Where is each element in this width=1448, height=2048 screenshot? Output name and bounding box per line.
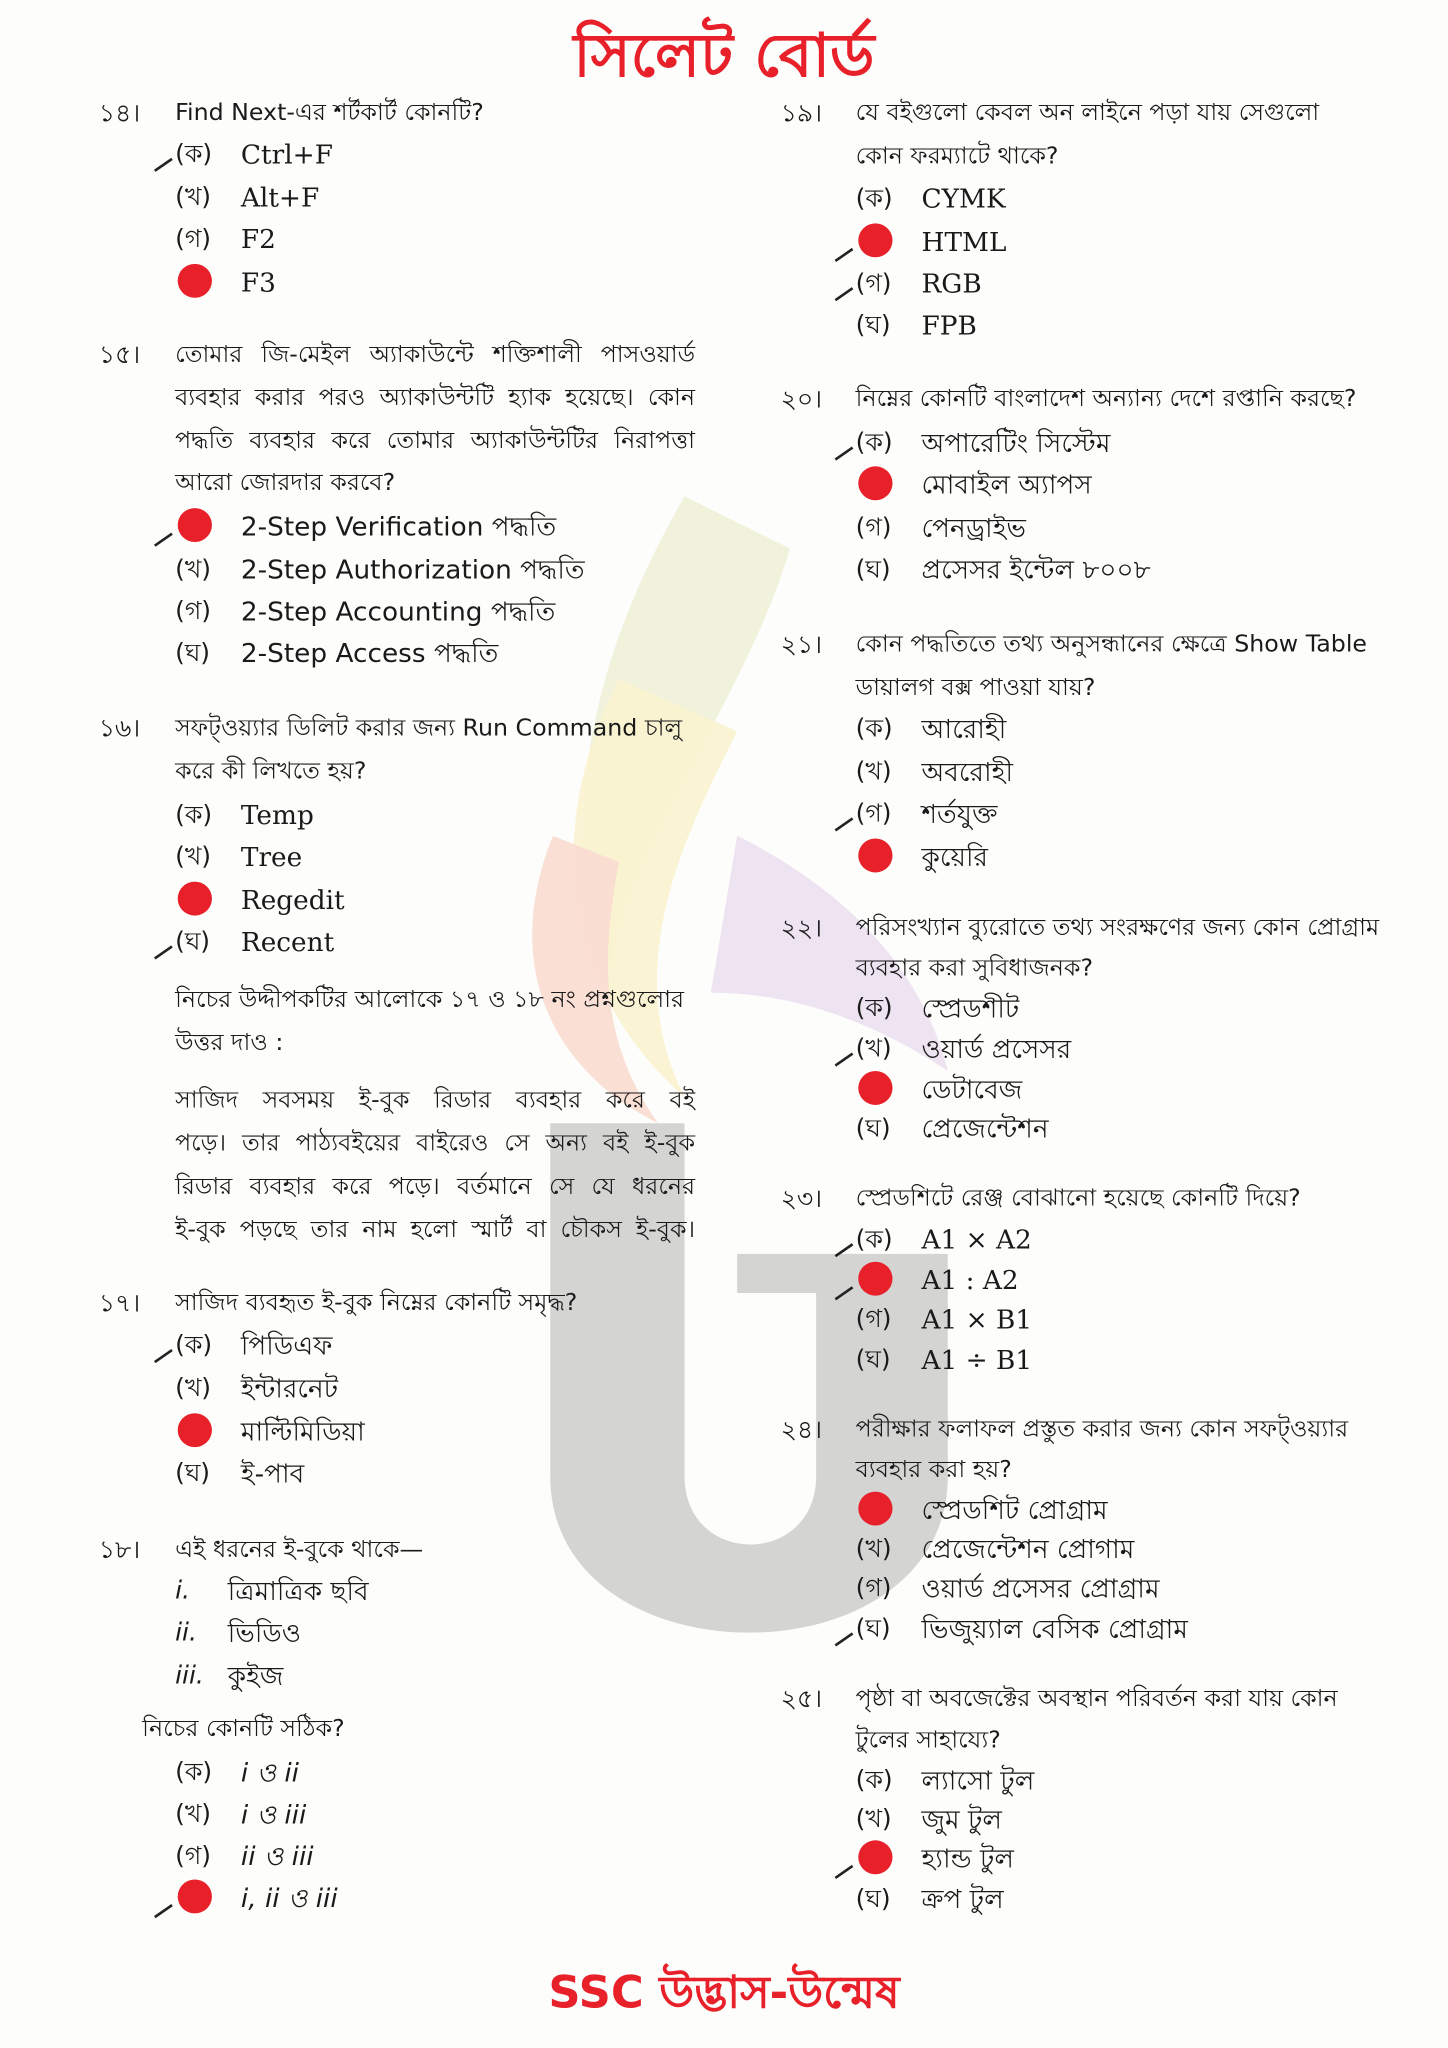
option-label[interactable]: (ক) [855, 1765, 893, 1795]
option-label[interactable]: (খ) [175, 842, 212, 872]
question-text: ব্যবহার করার পরও অ্যাকাউন্টটি হ্যাক হয়েছে। কোন [175, 383, 696, 412]
cross-mark-icon [835, 1052, 854, 1066]
option-label[interactable]: (খ) [855, 757, 892, 787]
option-label[interactable]: (ঘ) [855, 1114, 891, 1143]
option-label[interactable]: (ক) [855, 184, 893, 213]
option-text[interactable]: স্প্রেডশিট প্রোগ্রাম [921, 1494, 1108, 1526]
question-text: সাজিদ সবসময় ই-বুক রিডার ব্যবহার করে বই [175, 1086, 696, 1115]
question-number: ২২। [780, 914, 823, 944]
option-text[interactable]: i, ii ও iii [240, 1882, 338, 1914]
option-text[interactable]: পিডিএফ [240, 1329, 333, 1361]
option-label[interactable]: (গ) [175, 596, 211, 626]
option-label[interactable]: (খ) [175, 555, 212, 584]
cross-mark-icon [835, 446, 854, 460]
option-text[interactable]: হ্যান্ড টুল [921, 1842, 1014, 1875]
question-text: টুলের সাহায্যে? [855, 1726, 1001, 1755]
option-label[interactable]: (গ) [175, 224, 211, 254]
option-text[interactable]: ল্যাসো টুল [921, 1764, 1035, 1796]
option-text[interactable]: ক্রপ টুল [921, 1883, 1004, 1915]
option-label[interactable]: (ঘ) [855, 555, 891, 584]
option-text[interactable]: A1 ÷ B1 [921, 1343, 1033, 1376]
option-text[interactable]: ডেটাবেজ [921, 1073, 1023, 1105]
option-text[interactable]: মোবাইল অ্যাপস [921, 468, 1092, 501]
correct-answer-dot-icon[interactable] [858, 466, 892, 500]
option-text[interactable]: প্রেজেন্টেশন প্রোগাম [921, 1533, 1135, 1565]
option-text[interactable]: স্প্রেডশীট [921, 992, 1020, 1024]
option-text[interactable]: 2-Step Verification পদ্ধতি [240, 510, 557, 543]
option-text[interactable]: পেনড্রাইভ [921, 511, 1027, 544]
option-text[interactable]: 2-Step Access পদ্ধতি [240, 637, 499, 669]
option-text[interactable]: Temp [240, 799, 314, 831]
option-label[interactable]: (গ) [855, 1304, 892, 1334]
question-number: ১৫। [98, 340, 141, 370]
option-text[interactable]: ই-পাব [240, 1457, 305, 1489]
footer-brand: SSC উদ্ভাস-উন্মেষ [548, 1966, 900, 2020]
option-label[interactable]: (ক) [175, 800, 213, 830]
statement-text: ভিডিও [227, 1616, 302, 1649]
option-text[interactable]: Ctrl+F [240, 138, 333, 170]
correct-answer-dot-icon[interactable] [178, 508, 212, 542]
option-label[interactable]: (ক) [855, 1225, 893, 1254]
cross-mark-icon [154, 1904, 173, 1918]
question-text: উত্তর দাও : [175, 1029, 284, 1057]
option-text[interactable]: ইন্টারনেট [240, 1372, 339, 1405]
correct-answer-dot-icon[interactable] [178, 1879, 212, 1913]
question-text: যে বইগুলো কেবল অন লাইনে পড়া যায় সেগুলো [855, 99, 1320, 127]
option-text[interactable]: প্রেজেন্টেশন [921, 1112, 1049, 1145]
question-text: ই-বুক পড়ছে তার নাম হলো স্মার্ট বা চৌকস ই-বুক। [175, 1215, 696, 1244]
option-text[interactable]: A1 × A2 [921, 1223, 1032, 1256]
question-text: পৃষ্ঠা বা অবজেক্টের অবস্থান পরিবর্তন করা যায় কোন [855, 1684, 1338, 1713]
correct-answer-dot-icon[interactable] [858, 1071, 892, 1105]
question-text: রিডার ব্যবহার করে পড়ে। বর্তমানে সে যে ধরনের [175, 1172, 696, 1201]
question-number: ২৪। [780, 1415, 823, 1445]
question-text: এই ধরনের ই-বুকে থাকে— [175, 1535, 424, 1564]
option-text[interactable]: শর্তযুক্ত [921, 798, 998, 830]
option-label[interactable]: (ঘ) [855, 1614, 891, 1644]
cross-mark-icon [835, 1243, 854, 1257]
option-text[interactable]: ii ও iii [240, 1840, 314, 1872]
statement-numeral: ii. [175, 1618, 197, 1647]
option-text[interactable]: Alt+F [240, 181, 320, 213]
question-text: পড়ে। তার পাঠ্যবইয়ের বাইরেও সে অন্য বই ই-বুক [175, 1129, 696, 1158]
option-label[interactable]: (গ) [855, 269, 892, 298]
option-text[interactable]: জুম টুল [921, 1803, 1002, 1836]
question-text: Find Next-এর শর্টকার্ট কোনটি? [175, 99, 484, 127]
question-number: ২০। [780, 385, 823, 415]
statement-numeral: iii. [175, 1661, 204, 1691]
option-label[interactable]: (গ) [855, 1573, 892, 1603]
question-text: পদ্ধতি ব্যবহার করে তোমার অ্যাকাউন্টটির নিরাপত্তা [175, 427, 696, 455]
question-text: সাজিদ ব্যবহৃত ই-বুক নিম্নের কোনটি সমৃদ্ধ? [175, 1289, 578, 1317]
option-label[interactable]: (ঘ) [855, 310, 891, 340]
cross-mark-icon [154, 158, 173, 172]
correct-answer-dot-icon[interactable] [858, 1840, 892, 1874]
option-text[interactable]: ওয়ার্ড প্রসেসর প্রোগ্রাম [921, 1572, 1160, 1604]
statement-text: কুইজ [227, 1660, 284, 1692]
option-label[interactable]: (খ) [855, 1534, 892, 1564]
option-text[interactable]: অপারেটিং সিস্টেম [921, 427, 1111, 459]
correct-answer-dot-icon[interactable] [858, 1492, 892, 1526]
question-text: পরীক্ষার ফলাফল প্রস্তুত করার জন্য কোন সফট্ওয়্যার [855, 1415, 1349, 1444]
question-text: তোমার জি-মেইল অ্যাকাউন্টে শক্তিশালী পাসওয়ার্ড [175, 340, 696, 369]
statement-text: ত্রিমাত্রিক ছবি [227, 1575, 369, 1607]
option-label[interactable]: (খ) [855, 1805, 892, 1834]
question-text: স্প্রেডশিটে রেঞ্জ বোঝানো হয়েছে কোনটি দিয়ে? [855, 1184, 1301, 1213]
cross-mark-icon [154, 945, 173, 959]
question-text: করে কী লিখতে হয়? [175, 757, 367, 785]
question-text: আরো জোরদার করবে? [175, 468, 396, 497]
option-label[interactable]: (ক) [175, 1758, 213, 1787]
option-text[interactable]: Recent [240, 926, 335, 958]
option-text[interactable]: RGB [921, 267, 982, 300]
option-label[interactable]: (ঘ) [175, 1458, 211, 1488]
option-label[interactable]: (গ) [855, 513, 892, 543]
option-text[interactable]: প্রসেসর ইন্টেল ৮০০৮ [921, 553, 1151, 586]
option-label[interactable]: (ঘ) [855, 1884, 891, 1914]
question-text: নিচের উদ্দীপকটির আলোকে ১৭ ও ১৮ নং প্রশ্নগুলোর [175, 986, 685, 1014]
answer-prompt: নিচের কোনটি সঠিক? [142, 1714, 345, 1743]
option-text[interactable]: F2 [240, 223, 276, 255]
option-label[interactable]: (খ) [855, 1034, 892, 1064]
question-text: ব্যবহার করা হয়? [855, 1456, 1012, 1484]
statement-numeral: i. [175, 1576, 190, 1606]
option-text[interactable]: F3 [240, 266, 276, 298]
option-label[interactable]: (ক) [855, 993, 893, 1023]
question-text: কোন ফরম্যাটে থাকে? [855, 142, 1059, 170]
question-number: ১৪। [98, 99, 141, 128]
question-text: সফট্ওয়্যার ডিলিট করার জন্য Run Command চালু [175, 714, 683, 742]
cross-mark-icon [835, 1286, 854, 1300]
option-text[interactable]: 2-Step Accounting পদ্ধতি [240, 595, 556, 627]
question-text: ব্যবহার করা সুবিধাজনক? [855, 954, 1094, 983]
option-label[interactable]: (ক) [175, 1330, 213, 1360]
option-label[interactable]: (খ) [175, 1374, 212, 1403]
option-text[interactable]: CYMK [921, 182, 1006, 215]
option-text[interactable]: i ও ii [240, 1756, 299, 1789]
question-number: ১৭। [98, 1289, 141, 1318]
option-text[interactable]: মাল্টিমিডিয়া [240, 1415, 365, 1448]
question-number: ১৬। [98, 714, 141, 744]
cross-mark-icon [835, 248, 854, 262]
cross-mark-icon [154, 533, 173, 547]
correct-answer-dot-icon[interactable] [858, 1262, 892, 1296]
option-text[interactable]: Tree [240, 841, 303, 873]
option-text[interactable]: কুয়েরি [921, 841, 989, 873]
cross-mark-icon [835, 287, 854, 301]
option-label[interactable]: (ঘ) [175, 927, 211, 957]
option-text[interactable]: অবরোহী [921, 756, 1014, 788]
correct-answer-dot-icon[interactable] [858, 839, 892, 873]
cross-mark-icon [835, 1865, 854, 1879]
option-text[interactable]: FPB [921, 309, 977, 341]
cross-mark-icon [835, 817, 854, 831]
correct-answer-dot-icon[interactable] [178, 1413, 212, 1447]
question-number: ২১। [780, 630, 823, 660]
option-text[interactable]: i ও iii [240, 1798, 307, 1830]
option-text[interactable]: HTML [921, 225, 1007, 258]
option-label[interactable]: (গ) [175, 1841, 211, 1871]
cross-mark-icon [835, 1632, 854, 1646]
question-text: নিম্নের কোনটি বাংলাদেশ অন্যান্য দেশে রপ্তানি করছে? [855, 385, 1357, 413]
option-label[interactable]: (ঘ) [175, 638, 211, 668]
option-label[interactable]: (গ) [855, 799, 892, 829]
question-text: পরিসংখ্যান ব্যুরোতে তথ্য সংরক্ষণের জন্য কোন প্রোগ্রাম [855, 914, 1380, 942]
question-number: ১৮। [98, 1535, 141, 1565]
option-label[interactable]: (খ) [175, 182, 212, 212]
option-label[interactable]: (ক) [855, 714, 893, 744]
option-text[interactable]: ওয়ার্ড প্রসেসর [921, 1033, 1072, 1065]
option-text[interactable]: আরোহী [921, 713, 1007, 745]
option-label[interactable]: (ঘ) [855, 1345, 891, 1375]
option-label[interactable]: (ক) [855, 428, 893, 458]
option-text[interactable]: 2-Step Authorization পদ্ধতি [240, 553, 585, 586]
page-title: সিলেট বোর্ড [573, 19, 875, 91]
option-label[interactable]: (ক) [175, 139, 213, 169]
question-number: ২৩। [780, 1184, 823, 1214]
option-text[interactable]: Regedit [240, 884, 345, 916]
correct-answer-dot-icon[interactable] [178, 882, 212, 916]
cross-mark-icon [154, 1349, 173, 1363]
question-number: ২৫। [780, 1684, 823, 1714]
question-text: ডায়ালগ বক্স পাওয়া যায়? [855, 673, 1096, 702]
option-text[interactable]: A1 × B1 [921, 1303, 1033, 1335]
question-text: কোন পদ্ধতিতে তথ্য অনুসন্ধানের ক্ষেত্রে Show Table [855, 630, 1367, 659]
option-label[interactable]: (খ) [175, 1799, 212, 1829]
correct-answer-dot-icon[interactable] [858, 223, 892, 257]
option-text[interactable]: ভিজুয়্যাল বেসিক প্রোগ্রাম [921, 1613, 1188, 1645]
question-number: ১৯। [780, 99, 823, 128]
option-text[interactable]: A1 : A2 [921, 1264, 1019, 1296]
correct-answer-dot-icon[interactable] [178, 264, 212, 298]
